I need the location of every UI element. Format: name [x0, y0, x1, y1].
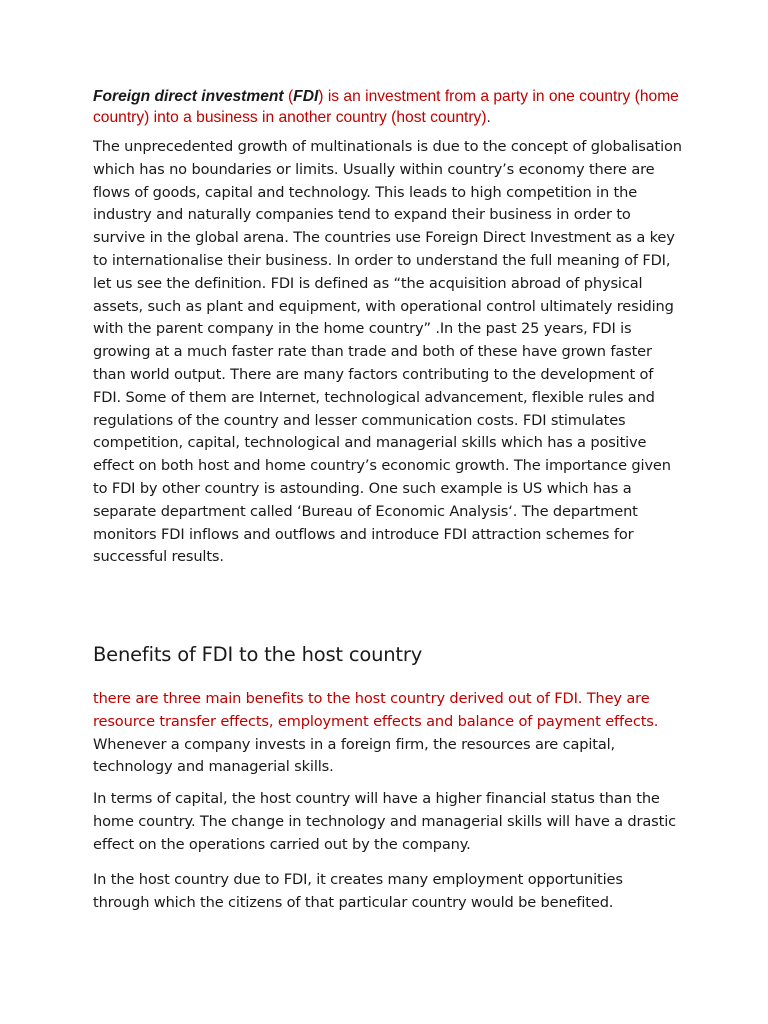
intro-period: . [486, 109, 491, 126]
intro-abbr: FDI [293, 88, 319, 105]
paragraph-benefits-black: Whenever a company invests in a foreign firm, the resources are capital, technology and managerial skills. [93, 735, 616, 776]
paragraph-employment: In the host country due to FDI, it creates many employment opportunities through which the citizens of that particular country would be benefited. [93, 871, 623, 911]
intro-term: Foreign direct investment [93, 88, 284, 105]
intro-close-paren: ) [318, 88, 324, 105]
paragraph-benefits-red: there are three main benefits to the host country derived out of FDI. They are resource transfer effects, employment effects and balance of payment effects. [93, 690, 659, 730]
paragraph-benefits [93, 688, 683, 779]
intro-definition [93, 86, 683, 128]
paragraph-globalisation: The unprecedented growth of multinationals is due to the concept of globalisation which has no boundaries or limits. Usually within country’s economy there are flows of goods, capital and technology. This leads to high competition in the industry and naturally companies tend to expand their business in order to survive in the global arena. The countries use Foreign Direct Investment as a key to internationalise their business. In order to understand the full meaning of FDI, let us see the definition. FDI is defined as “the acquisition abroad of physical assets, such as plant and equipment, with operational control ultimately residing with the parent company in the home country” .In the past 25 years, FDI is growing at a much faster rate than trade and both of these have grown faster than world output. There are many factors contributing to the development of FDI. Some of them are Internet, technological advancement, flexible rules and regulations of the country and lesser communication costs. FDI stimulates competition, capital, technological and managerial skills which has a positive effect on both host and home country’s economic growth. The importance given to FDI by other country is astounding. One such example is US which has a separate department called ‘Bureau of Economic Analysis‘. The department monitors FDI inflows and outflows and introduce FDI attraction schemes for successful results. [93, 138, 682, 566]
intro-definition-text: is an investment from a party in one country (home country) into a business in another country (host country) [93, 88, 679, 126]
section-heading: Benefits of FDI to the host country [93, 643, 423, 666]
intro-open-paren: ( [283, 88, 294, 105]
paragraph-capital: In terms of capital, the host country will have a higher financial status than the home country. The change in technology and managerial skills will have a drastic effect on the operations carried out by the company. [93, 790, 676, 853]
